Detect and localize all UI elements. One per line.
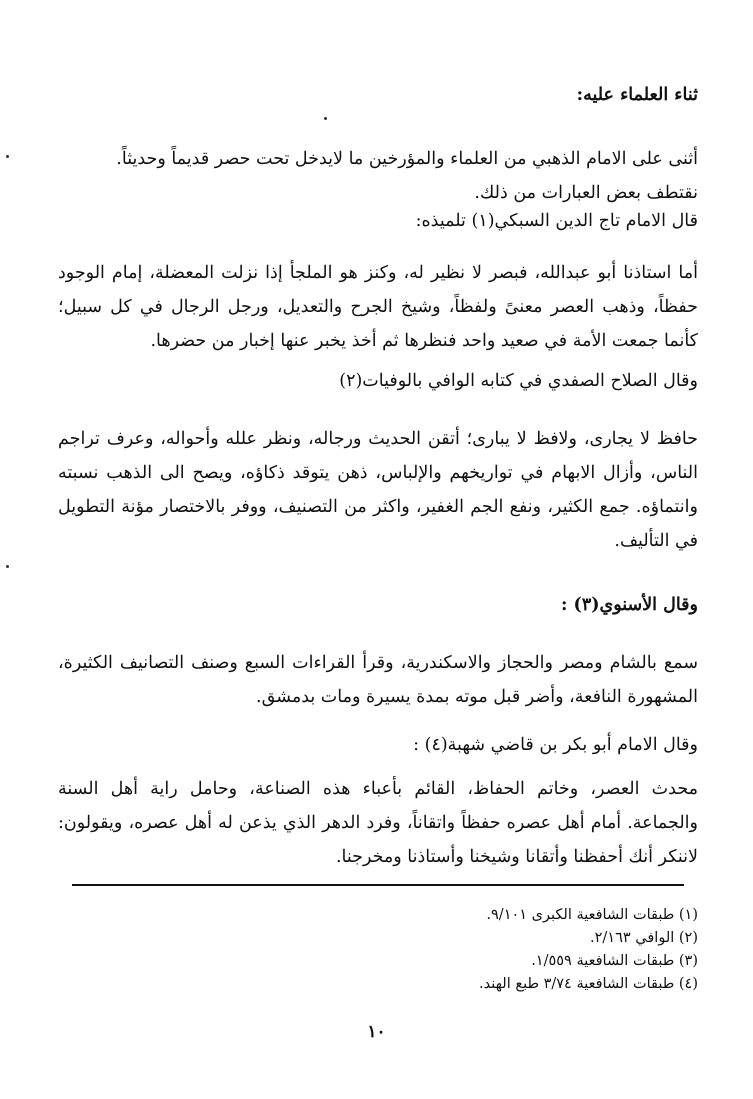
intro-line-2: نقتطف بعض العبارات من ذلك. [474, 183, 698, 203]
section-heading: ثناء العلماء عليه: [576, 85, 698, 105]
asnawi-quote: سمع بالشام ومصر والحجاز والاسكندرية، وقرأ القراءات السبع وصنف التصانيف الكثيرة، المشهورة النافعة، وأضر قبل موته بمدة يسيرة ومات بدمشق. [58, 653, 698, 707]
safadi-intro-line: وقال الصلاح الصفدي في كتابه الوافي بالوفيات(٢) [339, 371, 698, 391]
ibn-qadi-shuhba-quote: محدث العصر، وخاتم الحفاظ، القائم بأعباء هذه الصناعة، وحامل راية أهل السنة والجماعة. أمام أهل عصره حفظاً واتقاناً، وفرد الدهر الذي يذعن له أهل عصره، ويقولون: لاننكر أنك أحفظنا وأتقانا وشيخنا وأستاذنا ومخرجنا. [58, 779, 698, 867]
scan-speck [6, 155, 9, 158]
footnote-divider [72, 884, 684, 886]
ibn-qadi-shuhba-intro-line: وقال الامام أبو بكر بن قاضي شهبة(٤) : [413, 735, 698, 755]
asnawi-intro-line: وقال الأسنوي(٣) : [560, 595, 698, 615]
footnote-4: (٤) طبقات الشافعية ٣/٧٤ طبع الهند. [479, 976, 698, 992]
footnote-1: (١) طبقات الشافعية الكبرى ٩/١٠١. [486, 907, 698, 923]
subki-intro-line: قال الامام تاج الدين السبكي(١) تلميذه: [415, 211, 698, 231]
footnotes [58, 904, 698, 996]
scan-speck [324, 117, 327, 120]
page-number: ١٠ [367, 1022, 386, 1042]
footnote-2: (٢) الوافي ٢/١٦٣. [590, 930, 698, 946]
intro-paragraph: أثنى على الامام الذهبي من العلماء والمؤرخين ما لايدخل تحت حصر قديماً وحديثاً. [116, 149, 698, 169]
safadi-quote: حافظ لا يجارى، ولافظ لا يبارى؛ أتقن الحديث ورجاله، ونظر علله وأحواله، وعرف تراجم الناس، وأزال الابهام في تواريخهم والإلباس، ذهن يتوقد ذكاؤه، ويصح الى الذهب نسبته وانتماؤه. جمع الكثير، ونفع الجم الغفير، واكثر من التصنيف، ووفر بالاختصار مؤنة التطويل في التأليف. [58, 429, 698, 551]
scan-speck [6, 565, 9, 568]
subki-quote: أما استاذنا أبو عبدالله، فبصر لا نظير له، وكنز هو الملجأ إذا نزلت المعضلة، إمام الوجود حفظاً، وذهب العصر معنىً ولفظاً، وشيخ الجرح والتعديل، ورجل الرجال في كل سبيل؛ كأنما جمعت الأمة في صعيد واحد فنظرها ثم أخذ يخبر عنها إخبار من حضرها. [58, 263, 698, 351]
footnote-3: (٣) طبقات الشافعية ١/٥٥٩. [531, 953, 698, 969]
